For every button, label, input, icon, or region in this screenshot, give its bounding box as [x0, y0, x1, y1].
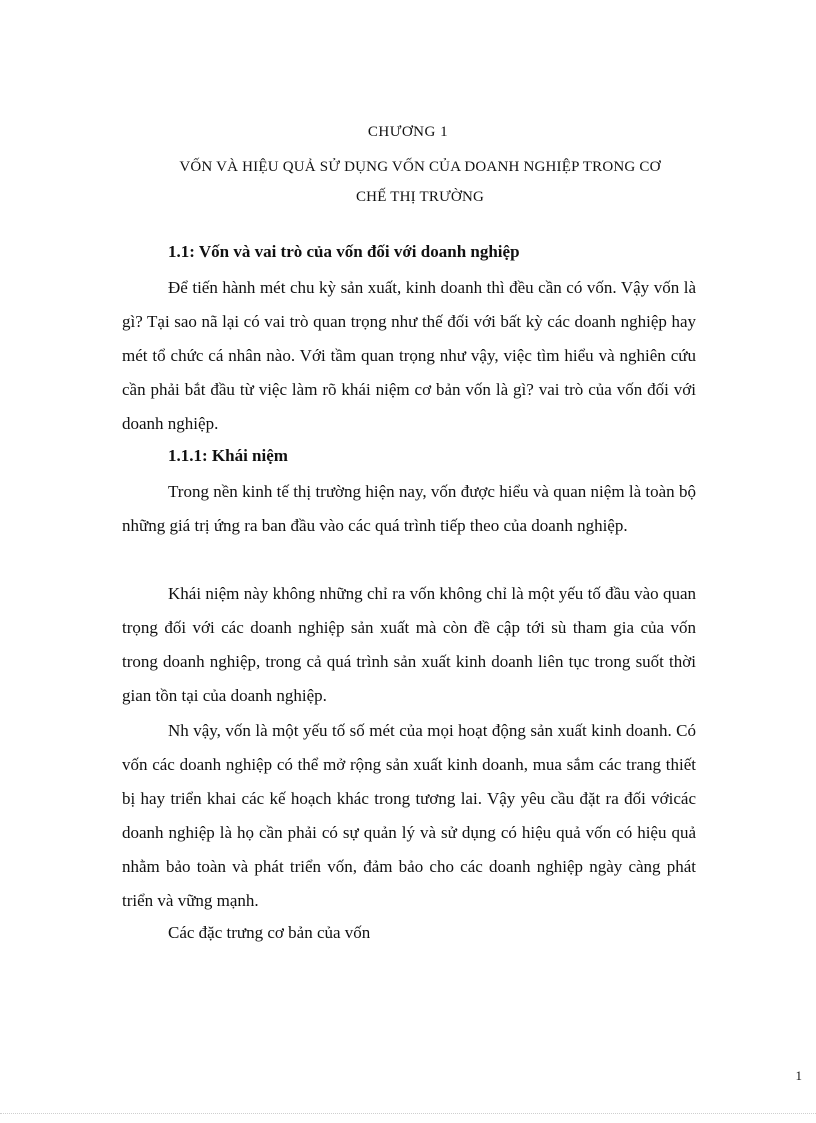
paragraph-role: Nh vậy, vốn là một yếu tố số mét của mọi hoạt động sản xuất kinh doanh. Có vốn các doanh nghiệp có thể mở rộng sản xuất kinh doanh, mua sắm các trang thiết bị hay triển khai các kế hoạch khác trong tương lai. Vậy yêu cầu đặt ra đối vớicác doanh nghiệp là họ cần phải có sự quản lý và sử dụng có hiệu quả vốn có hiệu quả nhằm bảo toàn và phát triển vốn, đảm bảo cho các doanh nghiệp ngày càng phát triển và vững mạnh.: [122, 721, 696, 910]
section-heading-1-1: 1.1: Vốn và vai trò của vốn đối với doanh nghiệp: [168, 242, 520, 261]
paragraph-intro: Để tiến hành mét chu kỳ sản xuất, kinh doanh thì đều cần có vốn. Vậy vốn là gì? Tại sao nã lại có vai trò quan trọng như thế đối với bất kỳ các doanh nghiệp hay mét tổ chức cá nhân nào. Với tầm quan trọng như vậy, việc tìm hiểu và nghiên cứu cần phải bắt đầu từ việc làm rõ khái niệm cơ bản vốn là gì? vai trò của vốn đối với doanh nghiệp.: [122, 278, 696, 433]
chapter-title-line-1: VỐN VÀ HIỆU QUẢ SỬ DỤNG VỐN CỦA DOANH NGHIỆP TRONG CƠ: [179, 159, 661, 175]
paragraph-concept: Khái niệm này không những chỉ ra vốn không chỉ là một yếu tố đầu vào quan trọng đối với các doanh nghiệp sản xuất mà còn đề cập tới sù tham gia của vốn trong doanh nghiệp, trong cả quá trình sản xuất kinh doanh liên tục trong suốt thời gian tồn tại của doanh nghiệp.: [122, 584, 696, 705]
chapter-title: [150, 152, 690, 212]
chapter-title-line-2: CHẾ THỊ TRƯỜNG: [355, 189, 485, 205]
paragraph-definition: Trong nền kinh tế thị trường hiện nay, vốn được hiểu và quan niệm là toàn bộ những giá trị ứng ra ban đầu vào các quá trình tiếp theo của doanh nghiệp.: [122, 482, 696, 535]
section-heading-1-1-1: 1.1.1: Khái niệm: [168, 446, 288, 465]
page-bottom-divider: [0, 1113, 816, 1114]
page-number: 1: [795, 1068, 802, 1083]
features-line: Các đặc trưng cơ bản của vốn: [168, 923, 371, 942]
chapter-heading: CHƯƠNG 1: [367, 124, 449, 140]
